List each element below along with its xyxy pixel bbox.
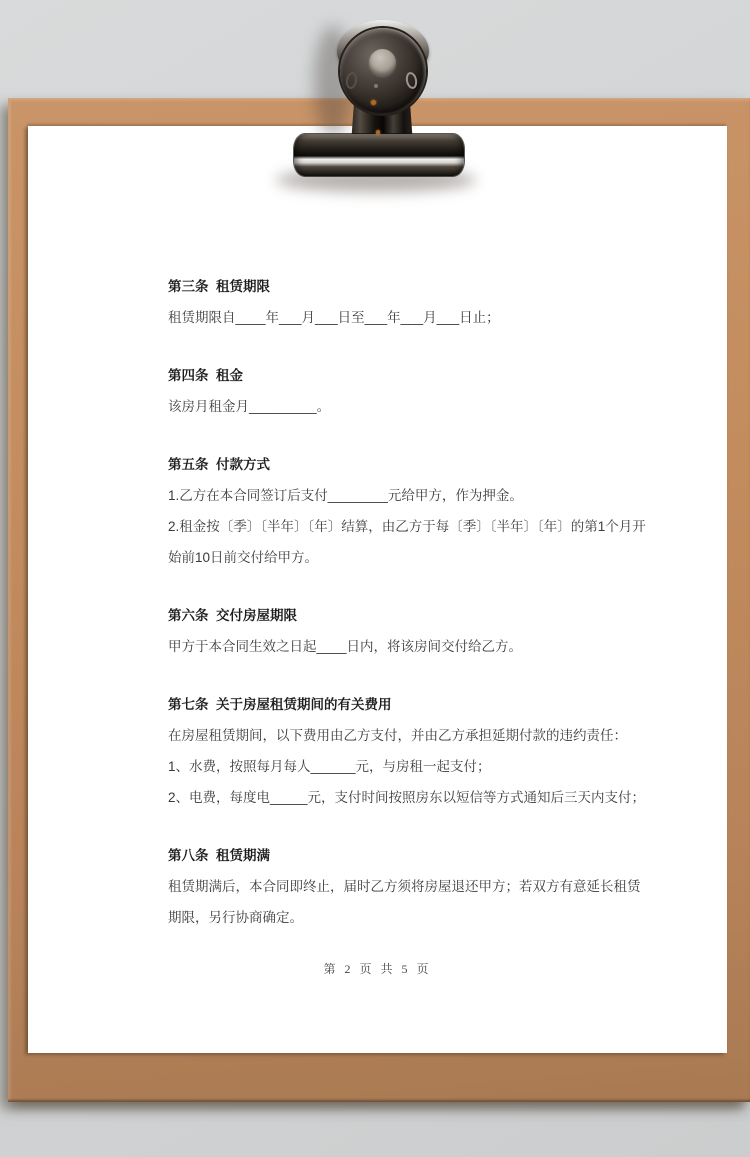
section-heading: 第七条 关于房屋租赁期间的有关费用	[168, 697, 392, 712]
section-paragraph: 2.租金按〔季〕〔半年〕〔年〕结算，由乙方于每〔季〕〔半年〕〔年〕的第1个月开始前10日前交付给甲方。	[168, 519, 646, 565]
contract-section-6	[168, 600, 649, 662]
contract-section-3	[168, 271, 649, 333]
section-heading: 第六条 交付房屋期限	[168, 608, 298, 623]
contract-body	[168, 271, 649, 933]
section-paragraph: 租赁期限自____年___月___日至___年___月___日止；	[168, 310, 500, 325]
section-paragraph: 甲方于本合同生效之日起____日内，将该房间交付给乙方。	[168, 639, 523, 654]
section-heading: 第三条 租赁期限	[168, 279, 271, 294]
section-paragraph: 在房屋租赁期间，以下费用由乙方支付，并由乙方承担延期付款的违约责任：	[168, 728, 627, 743]
section-paragraph: 1.乙方在本合同签订后支付________元给甲方，作为押金。	[168, 488, 523, 503]
contract-section-8	[168, 840, 649, 933]
section-heading: 第五条 付款方式	[168, 457, 271, 472]
section-paragraph: 该房月租金月_________。	[168, 399, 331, 414]
section-heading: 第八条 租赁期满	[168, 848, 271, 863]
page-number: 第 2 页 共 5 页	[323, 962, 432, 976]
contract-page	[28, 126, 727, 1053]
section-heading: 第四条 租金	[168, 368, 244, 383]
contract-section-7	[168, 689, 649, 813]
contract-section-4	[168, 360, 649, 422]
section-paragraph: 2、电费，每度电_____元，支付时间按照房东以短信等方式通知后三天内支付；	[168, 790, 646, 805]
section-paragraph: 租赁期满后，本合同即终止，届时乙方须将房屋退还甲方；若双方有意延长租赁期限，另行协商确定。	[168, 879, 641, 925]
section-paragraph: 1、水费，按照每月每人______元，与房租一起支付；	[168, 759, 491, 774]
contract-section-5	[168, 449, 649, 573]
